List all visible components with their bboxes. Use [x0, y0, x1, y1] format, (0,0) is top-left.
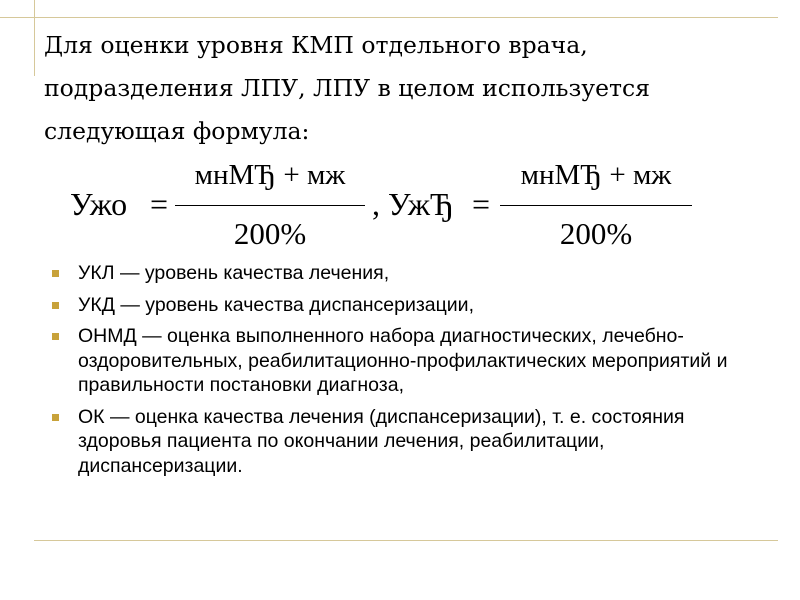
definition-list — [52, 261, 772, 485]
list-item — [52, 324, 772, 398]
slide-title: Для оценки уровня КМП отдельного врача, подразделения ЛПУ, ЛПУ в целом используется следующая формула: — [44, 31, 651, 145]
list-item-text: УКД — уровень качества диспансеризации, — [78, 293, 474, 316]
frame-bottom-rule — [34, 540, 778, 541]
formula-uzho — [70, 158, 370, 258]
list-item — [52, 293, 772, 318]
formula-lhs: Ужо — [70, 186, 128, 222]
formula-denominator: 200% — [559, 216, 633, 251]
list-item — [52, 405, 772, 479]
square-bullet-icon — [52, 270, 59, 277]
formula-numerator: мнМЂ + мж — [194, 159, 346, 191]
square-bullet-icon — [52, 414, 59, 421]
formula-uzhdj — [372, 158, 702, 258]
formula-numerator: мнМЂ + мж — [520, 159, 672, 191]
formula-denominator: 200% — [233, 216, 307, 251]
square-bullet-icon — [52, 302, 59, 309]
square-bullet-icon — [52, 333, 59, 340]
frame-top-rule — [0, 17, 778, 18]
list-item-text: ОНМД — оценка выполненного набора диагностических, лечебно-оздоровительных, реабилитационно-профилактических мероприятий и правильности постановки диагноза, — [78, 325, 728, 396]
formula-equals: = — [472, 186, 491, 222]
list-item — [52, 261, 772, 286]
formula-separator: , — [372, 186, 380, 222]
list-item-text: ОК — оценка качества лечения (диспансеризации), т. е. состояния здоровья пациента по окончании лечения, реабилитации, диспансеризации. — [78, 405, 685, 477]
formula-equals: = — [150, 186, 169, 222]
list-item-text: УКЛ — уровень качества лечения, — [78, 262, 390, 284]
frame-left-rule — [34, 0, 35, 76]
fraction-bar — [175, 205, 365, 206]
formula-lhs: УжЂ — [388, 186, 455, 222]
fraction-bar — [500, 205, 692, 206]
